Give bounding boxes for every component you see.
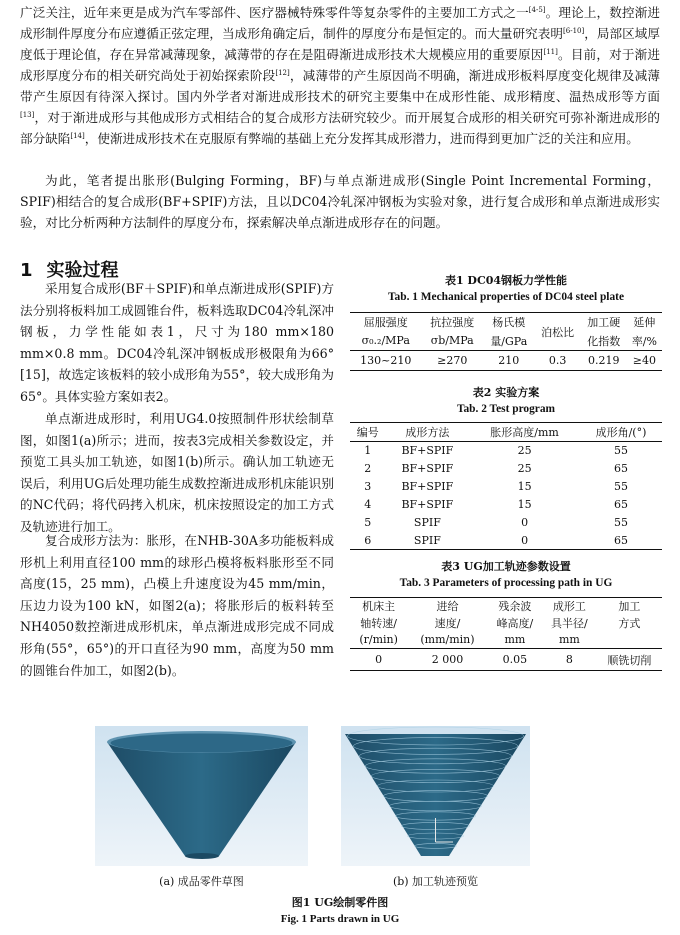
table3-header: 方式 [618, 617, 641, 630]
text: ，局部区域厚度低于理论值，存在异常减薄现象，减薄带的存在是阻碍渐进成形技术大规模应用的重要 [20, 26, 661, 62]
text: 发挥其成形潜力，进而得到更加广泛的关注和应用。 [349, 131, 639, 146]
table1-header: σb/MPa [430, 334, 474, 348]
table3-caption-cn: 表3 UG加工轨迹参数设置 [441, 560, 571, 573]
table2-cell: BF+SPIF [401, 498, 454, 511]
text: ，减薄带的产生原因尚不明确，渐 [289, 68, 482, 83]
table2-cell: BF+SPIF [401, 444, 454, 458]
table2-header: 胀形高度/mm [490, 426, 559, 439]
table1-header: 加工硬 [587, 316, 621, 330]
table3-header: 进给 [436, 600, 459, 614]
table3-header: mm [558, 633, 580, 647]
table3-cell: 8 [565, 653, 573, 666]
table1-cell: 210 [498, 354, 520, 367]
figure-caption-en: Fig. 1 Parts drawn in UG [280, 913, 400, 925]
table3 [350, 597, 662, 671]
left-paragraph-1 [20, 278, 334, 408]
table1-header: 化指数 [587, 334, 621, 348]
table3-header: 机床主 [362, 600, 396, 614]
table2-cell: 0 [521, 533, 529, 547]
table3-cell: 顺铣切削 [607, 653, 652, 667]
table2-caption-en: Tab. 2 Test program [456, 403, 556, 415]
table2-cell: 25 [517, 462, 532, 475]
text: 控渐进成形制件厚度分布应遵循正弦定理，当成形角确定后，制件的厚度分布是恒定的。而大量研究表 [20, 5, 661, 41]
table2-cell: SPIF [413, 533, 441, 547]
table3-caption-en: Tab. 3 Parameters of processing path in UG [399, 577, 613, 589]
table1-header: 抗拉强度 [430, 316, 475, 330]
text: 。目前，对于渐进成形厚度分布的相关研究尚处于初始探索阶段 [20, 47, 661, 83]
table1-cell: 130~210 [360, 354, 412, 367]
table2-cell: 55 [613, 480, 628, 493]
text: ，故选定该板料的较小成形角为55°，较大成形角为65°。具体实验方案如表2。 [20, 367, 334, 404]
table2-cell: 3 [364, 480, 372, 493]
text: ，对于渐进成形与其他成形方式相结合的复合成形方法研究较少。 [34, 110, 405, 125]
table2-header: 成形角/(°) [595, 426, 647, 439]
table2-cell: BF+SPIF [401, 480, 454, 493]
text: 。理论上，数 [545, 5, 622, 20]
text: 明 [550, 26, 564, 41]
table1-cell: ≥40 [632, 354, 656, 367]
citation: [11] [543, 47, 558, 56]
table2-cell: 1 [364, 444, 372, 458]
left-paragraph-2: 单点渐进成形时，利用UG4.0按照制件形状绘制草图，如图1(a)所示；进而，按表3完成相关参数设定，并预览工具头加工轨迹，如图1(b)所示。确认加工轨迹无误后，利用UG后处理功能生成数控渐进成形机床能识别的NC代码；将代码拷入机床，机床按照设定的加工方式及轨迹进行加工。 [20, 411, 334, 534]
section-number: 1 [20, 260, 33, 281]
intro-paragraph-2: 为此，笔者提出胀形(Bulging Forming，BF)与单点渐进成形(Single Point Incremental Forming，SPIF)相结合的复合成形(BF+SPIF)方法，且以DC04冷轧深冲钢板为实验对象，进行复合成形和单点渐进成形实验，对比分析两种方法制件的厚度分布，探索解决单点渐进成形存在的问题。 [20, 173, 660, 230]
table2-caption-cn: 表2 实验方案 [472, 386, 540, 399]
table-row [350, 514, 662, 532]
table-row [350, 478, 662, 496]
citation: [6-10] [563, 26, 585, 35]
table3-header: 成形工 [552, 600, 586, 614]
table2-header: 成形方法 [405, 426, 450, 439]
table1-header: 杨氏模 [492, 316, 526, 330]
table3-header: 残余波 [498, 600, 532, 614]
table3-cell: 2 000 [431, 653, 464, 666]
figure-a-cone-image [95, 726, 308, 866]
table3-header: 峰高度/ [496, 617, 534, 630]
table3-header: 加工 [618, 600, 641, 614]
citation: [14] [70, 131, 85, 140]
table2-cell: 25 [517, 444, 532, 458]
table2-cell: SPIF [413, 516, 441, 529]
text: 广泛关注，近年来更是成为汽车零部件、医疗器械特殊零件等复杂零件的主要加工方式之一 [20, 5, 529, 20]
table1-caption-en: Tab. 1 Mechanical properties of DC04 steel plate [387, 291, 624, 303]
table3-cell: 0.05 [502, 653, 528, 666]
table1-header: σ₀.₂/MPa [361, 334, 410, 348]
citation: [15] [20, 367, 46, 383]
table-row [350, 532, 662, 550]
text: 采用复合成形(BF＋SPIF)和单点渐进成形(SPIF)方法分别将板料加工成圆锥台件，板料选取DC04冷轧深冲钢板，力学性能如表1，尺寸为180 mm×180 mm×0.8 mm。DC04冷轧深冲钢板成形极限角为66° [20, 281, 334, 361]
citation: [12] [275, 68, 290, 77]
figure-b-toolpath-image [341, 726, 530, 866]
table1-cell: 0.3 [548, 354, 567, 367]
table1-cell: ≥270 [437, 354, 468, 367]
left-paragraph-3: 复合成形方法为：胀形，在NHB-30A多功能板料成形机上利用直径100 mm的球形凸模将板料胀形至不同高度(15，25 mm)，凸模上升速度设为45 mm/min，压边力设为100 kN，如图2(a)；将胀形后的板料转至NH4050数控渐进成形机床，单点渐进成形完成不同成形角(55°，65°)的开口直径为90 mm，高度为50 mm的圆锥台件加工，如图2(b)。 [20, 533, 334, 678]
table2-cell: 15 [517, 498, 532, 511]
table2-cell: 6 [364, 533, 372, 547]
section-title: 实验过程 [46, 260, 119, 281]
table2-header: 编号 [356, 426, 379, 439]
table3-header: mm [504, 633, 526, 647]
figure-caption-cn: 图1 UG绘制零件图 [291, 896, 389, 909]
table2-cell: 2 [364, 462, 372, 475]
table2-cell: BF+SPIF [401, 462, 454, 475]
table2-cell: 55 [613, 444, 628, 458]
table1-header: 屈服强度 [363, 316, 408, 330]
table3-header: (mm/min) [420, 633, 475, 647]
table2-cell: 5 [364, 516, 372, 529]
table1-header: 率/% [631, 334, 657, 348]
table3-cell: 0 [375, 653, 383, 666]
table1 [350, 312, 662, 371]
text: 原因 [517, 47, 544, 62]
table1-header: 泊松比 [535, 313, 581, 351]
table3-header: 速度/ [434, 617, 461, 630]
table-row [350, 442, 662, 460]
text: ，使渐进成形技术在克服原有弊端的基础上充分 [84, 131, 350, 146]
table2-cell: 65 [613, 462, 628, 475]
text: 成形性能、成形精度、温热成形等方面 [438, 89, 661, 104]
citation: [4-5] [528, 5, 546, 14]
figure-a-caption: (a) 成品零件草图 [159, 875, 244, 888]
table3-header [597, 632, 662, 649]
table1-header: 延伸 [633, 316, 656, 330]
table3-header: (r/min) [359, 633, 398, 647]
intro-paragraph-1 [20, 2, 660, 149]
table2-cell: 65 [613, 533, 628, 547]
table2-cell: 55 [613, 516, 628, 529]
table2-cell: 65 [613, 498, 628, 511]
citation: [13] [20, 110, 35, 119]
table1-caption-cn: 表1 DC04钢板力学性能 [444, 274, 568, 287]
text: 进成形板料厚度变化规律及减薄带产生原因有待深入探讨。国内外学者对渐进成形技术的研究主要集中在 [20, 68, 661, 104]
figure-b-caption: (b) 加工轨迹预览 [392, 875, 479, 888]
table2-cell: 4 [364, 498, 372, 511]
table2-cell: 0 [521, 516, 529, 529]
table3-header: 具半径/ [551, 617, 588, 630]
table-row [350, 460, 662, 478]
table2 [350, 422, 662, 550]
table2-cell: 15 [517, 480, 532, 493]
table1-cell: 0.219 [588, 354, 620, 367]
text: 而开展复合成形的相关研究可弥补渐进成形的部分缺陷 [20, 110, 661, 146]
table-row [350, 496, 662, 514]
table3-header: 轴转速/ [360, 617, 397, 630]
table1-header: 量/GPa [490, 334, 528, 348]
